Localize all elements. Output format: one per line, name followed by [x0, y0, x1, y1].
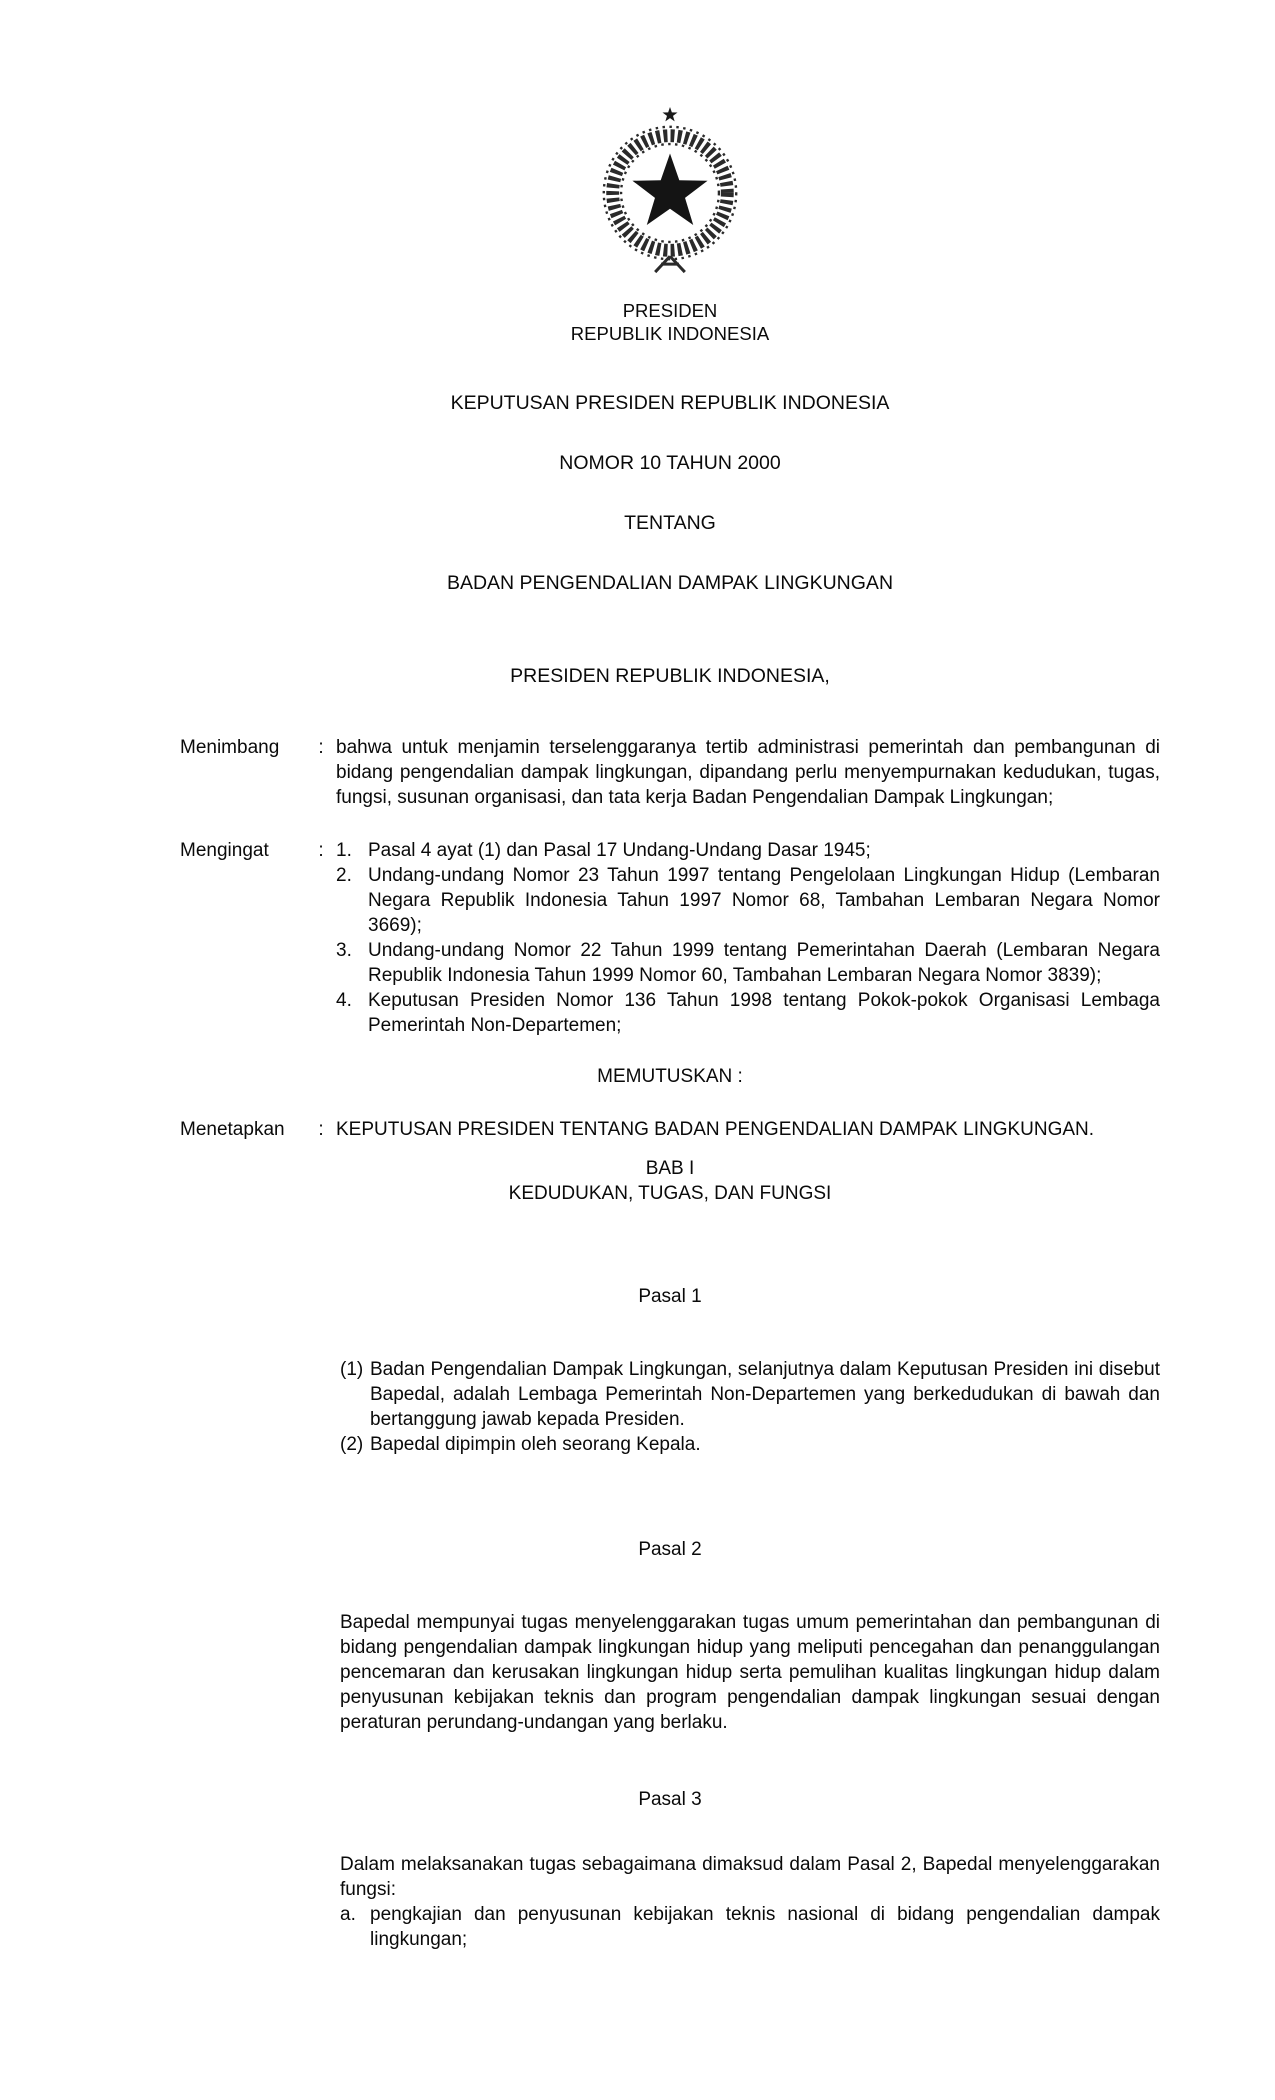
item-text: Undang-undang Nomor 23 Tahun 1997 tentang Pengelolaan Lingkungan Hidup (Lembaran Negara Republik Indonesia Tahun 1997 Nomor 68, Tambahan Lembaran Negara Nomor 3669); [368, 865, 1160, 936]
mengingat-item [336, 938, 1160, 988]
item-number: (2) [340, 1434, 364, 1455]
menimbang-label: Menimbang [180, 737, 280, 758]
menimbang-section [180, 735, 1160, 810]
pasal1-item [340, 1357, 1160, 1432]
bab1-heading [180, 1156, 1160, 1206]
seal-caption-line2: REPUBLIK INDONESIA [570, 323, 770, 344]
item-text: Pasal 4 ayat (1) dan Pasal 17 Undang-Undang Dasar 1945; [368, 840, 871, 861]
mengingat-colon: : [318, 840, 324, 861]
presidential-seal [180, 100, 1160, 293]
mengingat-item [336, 988, 1160, 1038]
pasal1-item [340, 1432, 1160, 1457]
item-text: Undang-undang Nomor 22 Tahun 1999 tentang Pemerintahan Daerah (Lembaran Negara Republik Indonesia Tahun 1999 Nomor 60, Tambahan Lembaran Negara Nomor 3839); [368, 940, 1160, 986]
pasal1-heading: Pasal 1 [638, 1286, 702, 1307]
small-star-icon [662, 107, 677, 121]
item-number: 4. [336, 990, 352, 1011]
item-letter: a. [340, 1904, 356, 1925]
mengingat-label: Mengingat [180, 840, 269, 861]
menetapkan-section [180, 1117, 1160, 1142]
title-line-1: KEPUTUSAN PRESIDEN REPUBLIK INDONESIA [450, 392, 890, 414]
pasal3-item [340, 1902, 1160, 1952]
title-line-4: BADAN PENGENDALIAN DAMPAK LINGKUNGAN [446, 572, 894, 594]
menimbang-colon: : [318, 737, 324, 758]
item-text: Keputusan Presiden Nomor 136 Tahun 1998 tentang Pokok-pokok Organisasi Lembaga Pemerintah Non-Departemen; [368, 990, 1160, 1036]
pasal2-heading: Pasal 2 [638, 1539, 702, 1560]
pasal3-heading: Pasal 3 [638, 1789, 702, 1810]
pasal2-text: Bapedal mempunyai tugas menyelenggarakan tugas umum pemerintahan dan pembangunan di bidang pengendalian dampak lingkungan hidup yang meliputi pencegahan dan penanggulangan pencemaran dan kerusakan lingkungan hidup serta pemulihan kualitas lingkungan hidup dalam penyusunan kebijakan teknis dan program pengendalian dampak lingkungan sesuai dengan peraturan perundang-undangan yang berlaku. [340, 1612, 1160, 1733]
mengingat-items [336, 838, 1160, 1038]
title-line-2: NOMOR 10 TAHUN 2000 [559, 452, 781, 474]
document-content [180, 0, 1160, 1952]
title-line-3: TENTANG [624, 512, 716, 534]
menimbang-text: bahwa untuk menjamin terselenggaranya tertib administrasi pemerintah dan pembangunan di bidang pengendalian dampak lingkungan, dipandang perlu menyempurnakan kedudukan, tugas, fungsi, susunan organisasi, dan tata kerja Badan Pengendalian Dampak Lingkungan; [336, 737, 1160, 808]
item-text: pengkajian dan penyusunan kebijakan teknis nasional di bidang pengendalian dampak lingkungan; [370, 1904, 1160, 1950]
item-text: Bapedal dipimpin oleh seorang Kepala. [370, 1434, 701, 1455]
menetapkan-colon: : [318, 1119, 324, 1140]
pasal3-intro: Dalam melaksanakan tugas sebagaimana dimaksud dalam Pasal 2, Bapedal menyelenggarakan fungsi: [340, 1854, 1160, 1900]
memutuskan-heading: MEMUTUSKAN : [597, 1066, 743, 1087]
item-number: (1) [340, 1359, 364, 1380]
menetapkan-text: KEPUTUSAN PRESIDEN TENTANG BADAN PENGENDALIAN DAMPAK LINGKUNGAN. [336, 1119, 1095, 1140]
bab1-line1: BAB I [645, 1158, 695, 1179]
item-number: 2. [336, 865, 352, 886]
seal-emblem-icon [586, 100, 754, 286]
pasal3-body [340, 1852, 1160, 1952]
bab1-line2: KEDUDUKAN, TUGAS, DAN FUNGSI [508, 1183, 832, 1204]
menetapkan-label: Menetapkan [180, 1119, 285, 1140]
mengingat-item [336, 863, 1160, 938]
item-text: Badan Pengendalian Dampak Lingkungan, selanjutnya dalam Keputusan Presiden ini disebut Bapedal, adalah Lembaga Pemerintah Non-Departemen yang berkedudukan di bawah dan bertanggung jawab kepada Presiden. [370, 1359, 1160, 1430]
salutation: PRESIDEN REPUBLIK INDONESIA, [510, 665, 830, 687]
seal-caption-line1: PRESIDEN [622, 300, 718, 321]
item-number: 1. [336, 840, 352, 861]
mengingat-item [336, 838, 1160, 863]
pasal1-items [340, 1357, 1160, 1457]
seal-caption [180, 299, 1160, 345]
item-number: 3. [336, 940, 352, 961]
star-icon [632, 153, 707, 225]
mengingat-section [180, 838, 1160, 1038]
document-title [180, 391, 1160, 596]
